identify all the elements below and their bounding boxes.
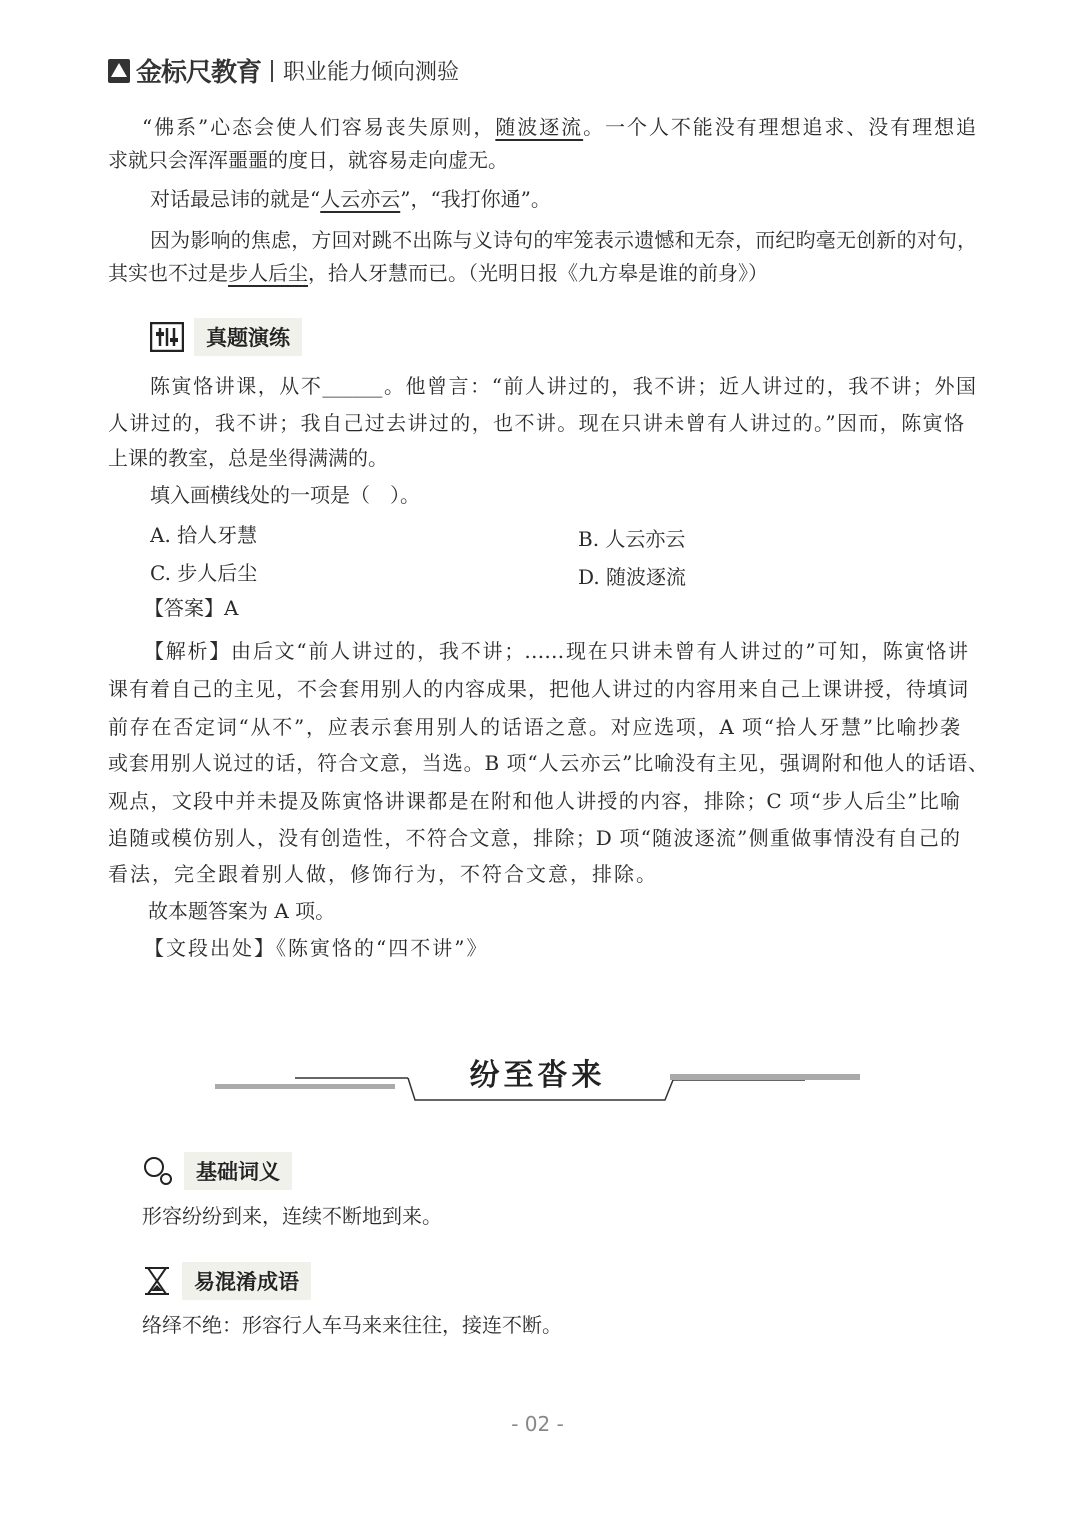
question-line-1 <box>108 372 976 400</box>
basic-meaning-heading <box>142 1152 292 1190</box>
brand-name: 金标尺教育 <box>136 58 262 88</box>
analysis-line: 或套用别人说过的话，符合文意，当选。B 项“人云亦云”比喻没有主见，强调附和他人的话语、 <box>108 751 988 775</box>
underlined-phrase: 人云亦云 <box>320 187 401 211</box>
practice-heading <box>150 318 302 356</box>
question-line-3: 上课的教室，总是坐得满满的。 <box>108 446 388 470</box>
option-b: B. 人云亦云 <box>578 527 686 551</box>
text: 其实也不过是 <box>108 261 228 285</box>
analysis-line: 观点，文段中并未提及陈寅恪讲课都是在附和他人讲授的内容，排除；C 项“步人后尘”比喻 <box>108 789 960 813</box>
analysis-line: 前存在否定词“从不”，应表示套用别人的话语之意。对应选项，A 项“拾人牙慧”比喻抄袭 <box>108 715 960 739</box>
intro-p3: 因为影响的焦虑，方回对跳不出陈与义诗句的牢笼表示遗憾和无奈，而纪昀毫无创新的对句， <box>150 228 976 252</box>
basic-meaning-text: 形容纷纷到来，连续不断地到来。 <box>142 1204 442 1228</box>
conclusion: 故本题答案为 A 项。 <box>148 899 336 923</box>
heading-label: 易混淆成语 <box>182 1262 311 1300</box>
source: 【文段出处】《陈寅恪的“四不讲”》 <box>144 936 489 960</box>
intro-p1 <box>108 113 976 141</box>
page-number: - 02 - <box>511 1412 564 1436</box>
header-divider <box>271 60 273 82</box>
text: 陈寅恪讲课，从不 <box>150 374 323 398</box>
text: 。他曾言：“前人讲过的，我不讲；近人讲过的，我不讲；外国 <box>382 374 977 398</box>
hourglass-icon <box>142 1265 172 1297</box>
header-subtitle: 职业能力倾向测验 <box>283 60 460 85</box>
heading-label: 真题演练 <box>194 318 302 356</box>
logo-icon <box>108 59 130 83</box>
text: “佛系”心态会使人们容易丧失原则， <box>142 115 496 139</box>
text: ”，“我打你通”。 <box>400 187 551 211</box>
underlined-phrase: 步人后尘 <box>228 261 308 285</box>
option-a: A. 拾人牙慧 <box>150 523 258 547</box>
analysis-line: 追随或模仿别人，没有创造性，不符合文意，排除；D 项“随波逐流”侧重做事情没有自己的 <box>108 826 960 850</box>
intro-p1-cont: 求就只会浑浑噩噩的度日，就容易走向虚无。 <box>108 148 508 172</box>
intro-p3-cont <box>108 259 976 287</box>
question-prompt: 填入画横线处的一项是（ ）。 <box>150 483 420 507</box>
text: 。一个人不能没有理想追求、没有理想追 <box>583 115 977 139</box>
question-line-2: 人讲过的，我不讲；我自己过去讲过的，也不讲。现在只讲未曾有人讲过的。”因而，陈寅恪 <box>108 411 964 435</box>
underlined-phrase: 随波逐流 <box>495 115 584 139</box>
equalizer-icon <box>150 322 184 352</box>
answer: 【答案】A <box>144 596 239 620</box>
text: ，拾人牙慧而已。（光明日报《九方皋是谁的前身》） <box>308 261 768 285</box>
heading-label: 基础词义 <box>184 1152 292 1190</box>
blank: ______ <box>322 374 383 398</box>
analysis-line: 【解析】由后文“前人讲过的，我不讲；……现在只讲未曾有人讲过的”可知，陈寅恪讲 <box>144 639 968 663</box>
idiom-title: 纷至沓来 <box>469 1058 606 1093</box>
confusable-heading <box>142 1262 311 1300</box>
title-ornament <box>215 1074 860 1106</box>
confusable-text: 络绎不绝：形容行人车马来来往往，接连不断。 <box>142 1313 562 1337</box>
page-header <box>108 52 459 89</box>
analysis-line: 看法，完全跟着别人做，修饰行为，不符合文意，排除。 <box>108 862 658 886</box>
analysis-line: 课有着自己的主见，不会套用别人的内容成果，把他人讲过的内容用来自己上课讲授，待填词 <box>108 677 968 701</box>
option-d: D. 随波逐流 <box>578 565 687 589</box>
magnifier-icon <box>142 1155 174 1187</box>
text: 对话最忌讳的就是“ <box>150 187 321 211</box>
option-c: C. 步人后尘 <box>150 561 258 585</box>
intro-p2 <box>108 185 1018 213</box>
